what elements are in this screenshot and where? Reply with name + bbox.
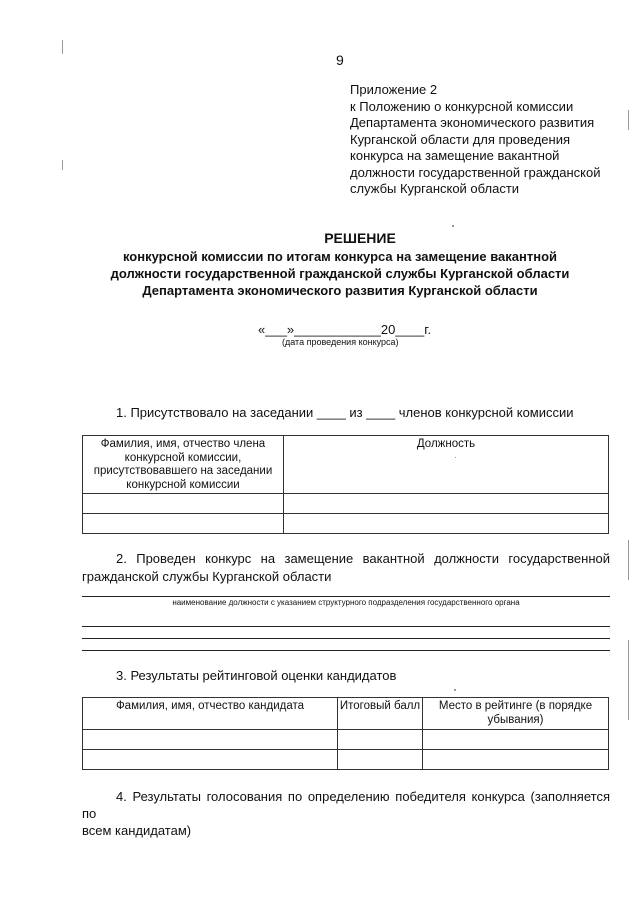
scan-edge bbox=[628, 540, 629, 580]
members-cell bbox=[284, 514, 609, 534]
members-name-header: Фамилия, имя, отчество члена конкурсной комиссии, присутствовавшего на заседании конкурсной комиссии bbox=[83, 436, 284, 494]
scan-edge bbox=[62, 160, 63, 170]
rating-table bbox=[82, 697, 609, 770]
date-field: «___»____________20____г. bbox=[258, 322, 432, 337]
rating-cell bbox=[338, 730, 423, 750]
appendix-line: Департамента экономического развития bbox=[350, 115, 595, 130]
scan-edge bbox=[628, 110, 629, 130]
appendix-line: к Положению о конкурсной комиссии bbox=[350, 98, 574, 114]
rating-cell bbox=[83, 750, 338, 770]
rating-cell bbox=[83, 730, 338, 750]
position-name-line bbox=[82, 596, 610, 597]
subtitle-line: конкурсной комиссии по итогам конкурса на замещение вакантной bbox=[122, 249, 558, 264]
blank-line bbox=[82, 638, 610, 639]
section-4-line: всем кандидатам) bbox=[82, 823, 192, 838]
scan-speck bbox=[454, 689, 456, 691]
decision-title: РЕШЕНИЕ bbox=[324, 230, 396, 246]
decision-subtitle bbox=[60, 248, 620, 299]
rating-cell bbox=[423, 730, 609, 750]
rating-score-header: Итоговый балл bbox=[338, 698, 423, 730]
members-cell bbox=[284, 494, 609, 514]
rating-cell bbox=[423, 750, 609, 770]
blank-line bbox=[82, 650, 610, 651]
members-table bbox=[82, 435, 609, 534]
position-name-caption: наименование должности с указанием структурного подразделения государственного органа bbox=[172, 598, 520, 607]
members-cell bbox=[83, 514, 284, 534]
section-2-text bbox=[82, 550, 610, 586]
scan-edge bbox=[62, 40, 63, 54]
blank-line bbox=[82, 626, 610, 627]
subtitle-line: Департамента экономического развития Курганской области bbox=[142, 283, 538, 298]
date-caption: (дата проведения конкурса) bbox=[282, 337, 399, 347]
appendix-line: службы Курганской области bbox=[350, 181, 520, 196]
rating-cell bbox=[338, 750, 423, 770]
scan-speck bbox=[455, 457, 456, 458]
members-position-header: Должность bbox=[284, 436, 609, 494]
appendix-block bbox=[350, 82, 620, 198]
subtitle-line: должности государственной гражданской службы Курганской области bbox=[110, 266, 570, 281]
section-3-text: 3. Результаты рейтинговой оценки кандидатов bbox=[116, 668, 397, 683]
section-2-line: 2. Проведен конкурс на замещение вакантной должности государственной bbox=[116, 551, 610, 566]
section-4-line: 4. Результаты голосования по определению победителя конкурса (заполняется по bbox=[82, 789, 610, 821]
scan-speck bbox=[452, 225, 454, 227]
appendix-line: Курганской области для проведения bbox=[350, 131, 571, 147]
scan-edge bbox=[628, 640, 629, 720]
appendix-line: конкурса на замещение вакантной bbox=[350, 148, 560, 163]
rating-name-header: Фамилия, имя, отчество кандидата bbox=[83, 698, 338, 730]
page-number: 9 bbox=[336, 52, 344, 68]
section-1-text: 1. Присутствовало на заседании ____ из ____ членов конкурсной комиссии bbox=[116, 405, 574, 420]
rating-place-header: Место в рейтинге (в порядке убывания) bbox=[423, 698, 609, 730]
appendix-line: Приложение 2 bbox=[350, 82, 438, 97]
members-cell bbox=[83, 494, 284, 514]
section-4-text bbox=[82, 788, 610, 839]
appendix-line: должности государственной гражданской bbox=[350, 164, 601, 180]
section-2-line: гражданской службы Курганской области bbox=[82, 569, 332, 584]
